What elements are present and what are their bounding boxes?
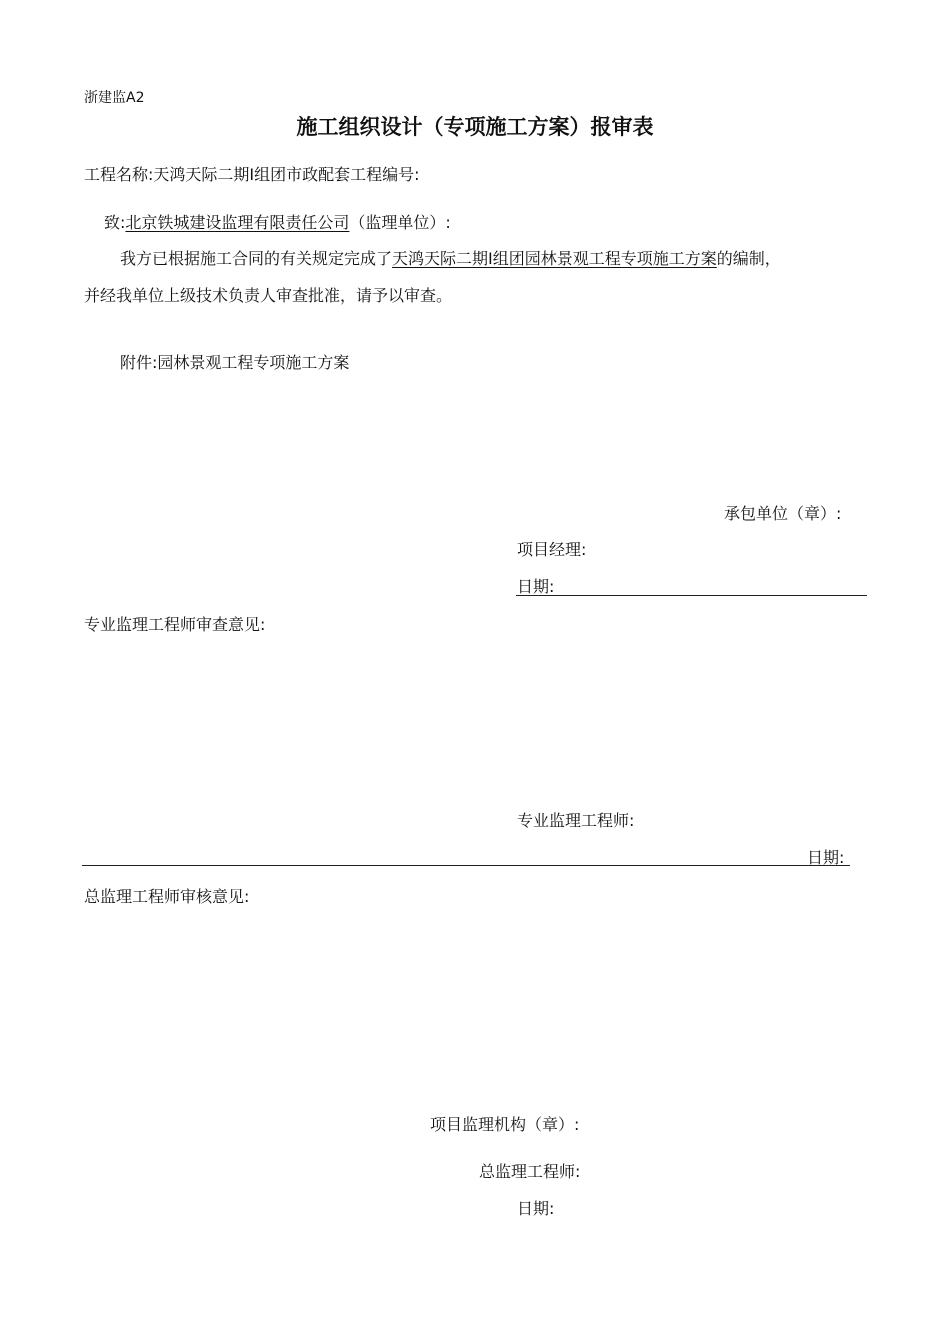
- body-line-1: [120, 249, 781, 269]
- addressee-line: [104, 213, 451, 233]
- specialist-review-heading: 专业监理工程师审查意见:: [84, 615, 266, 634]
- body-prefix: 我方已根据施工合同的有关规定完成了: [120, 249, 393, 268]
- project-name-value: 天鸿天际二期Ⅰ组团市政配套工程: [153, 165, 383, 184]
- specialist-section-divider: [82, 865, 850, 866]
- specialist-date-label: 日期:: [807, 848, 845, 867]
- addressee-prefix: 致:: [104, 213, 126, 232]
- project-line: [84, 165, 420, 185]
- chief-engineer-label: 总监理工程师:: [479, 1162, 581, 1181]
- attachment-value: 园林景观工程专项施工方案: [157, 353, 350, 372]
- body-line-2: 并经我单位上级技术负责人审查批准，请予以审查。: [84, 286, 453, 305]
- supervision-unit-name: 北京铁城建设监理有限责任公司: [125, 213, 350, 232]
- page-title: 施工组织设计（专项施工方案）报审表: [296, 115, 654, 139]
- specialist-engineer-label: 专业监理工程师:: [517, 811, 635, 830]
- chief-date-label: 日期:: [517, 1199, 555, 1218]
- contractor-seal-label: 承包单位（章）:: [724, 504, 842, 523]
- addressee-suffix: （监理单位）:: [349, 213, 451, 232]
- plan-name: 天鸿天际二期Ⅰ组团园林景观工程专项施工方案: [392, 249, 717, 268]
- attachment-label: 附件:: [120, 353, 158, 372]
- contractor-date-label: 日期:: [517, 577, 555, 596]
- project-manager-label: 项目经理:: [517, 540, 587, 559]
- chief-review-heading: 总监理工程师审核意见:: [84, 887, 250, 906]
- supervision-org-seal-label: 项目监理机构（章）:: [430, 1115, 580, 1134]
- body-suffix: 的编制，: [716, 249, 781, 268]
- contractor-date-line: [516, 595, 867, 596]
- form-code: 浙建监A2: [84, 90, 145, 106]
- project-number-label: 编号:: [382, 165, 420, 184]
- attachment-line: [120, 353, 349, 373]
- project-name-label: 工程名称:: [84, 165, 154, 184]
